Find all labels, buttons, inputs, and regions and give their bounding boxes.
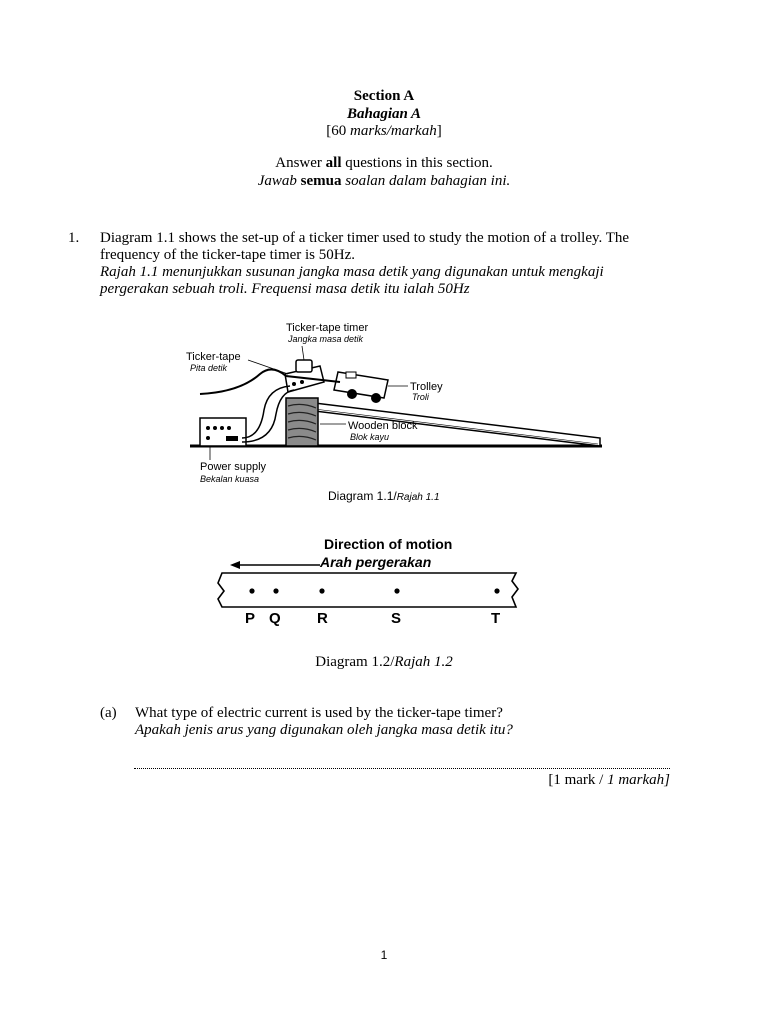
section-title: Section A	[353, 88, 415, 104]
part-a-marks: [1 mark / 1 markah]	[548, 772, 670, 788]
question-text-ms-line1: Rajah 1.1 menunjukkan susunan jangka masa detik yang digunakan untuk mengkaji	[100, 264, 604, 280]
label-ticker-timer: Ticker-tape timer	[286, 322, 369, 334]
power-supply	[200, 418, 246, 446]
direction-arrow-head	[230, 561, 240, 569]
dot-q	[273, 588, 278, 593]
label-wooden-block: Wooden block	[348, 420, 418, 432]
dot-t	[494, 588, 499, 593]
label-direction: Direction of motion	[324, 536, 453, 552]
question-number: 1.	[68, 230, 80, 246]
label-ticker-tape: Ticker-tape	[186, 351, 241, 363]
question-text-line1: Diagram 1.1 shows the set-up of a ticker timer used to study the motion of a trolley. The	[100, 230, 630, 246]
caption-diagram-1-1: Diagram 1.1/Rajah 1.1	[328, 489, 440, 503]
part-a-label: (a)	[100, 705, 117, 721]
point-label-t: T	[491, 610, 501, 627]
caption-diagram-1-2: Diagram 1.2/Rajah 1.2	[315, 654, 453, 670]
label-power-supply: Power supply	[200, 461, 267, 473]
point-label-p: P	[245, 610, 256, 627]
point-label-r: R	[317, 610, 328, 627]
page-number: 1	[380, 948, 388, 962]
ramp	[290, 400, 600, 446]
answer-line[interactable]	[134, 758, 670, 769]
dot-r	[319, 588, 324, 593]
dot-p	[249, 588, 254, 593]
trolley	[334, 372, 388, 403]
diagram-1-1	[180, 310, 610, 510]
point-label-q: Q	[269, 610, 281, 627]
dot-s	[394, 588, 399, 593]
ticker-tape-strip	[218, 573, 518, 607]
instruction: Answer all questions in this section.	[275, 155, 493, 171]
wooden-block	[286, 398, 318, 446]
section-title-ms: Bahagian A	[346, 106, 422, 122]
point-label-s: S	[391, 610, 402, 627]
instruction-ms: Jawab semua soalan dalam bahagian ini.	[257, 173, 511, 189]
label-direction-ms: Arah pergerakan	[320, 554, 432, 570]
diagram-1-2	[200, 525, 540, 640]
question-text-ms-line2: pergerakan sebuah troli. Frequensi masa detik itu ialah 50Hz	[100, 281, 470, 297]
label-wooden-block-ms: Blok kayu	[350, 432, 390, 442]
label-ticker-timer-ms: Jangka masa detik	[288, 334, 364, 344]
marks-total: [60 marks/markah]	[326, 123, 442, 139]
part-a-question: What type of electric current is used by the ticker-tape timer?	[135, 705, 503, 721]
label-ticker-tape-ms: Pita detik	[190, 363, 228, 373]
label-power-supply-ms: Bekalan kuasa	[200, 474, 260, 484]
part-a-question-ms: Apakah jenis arus yang digunakan oleh jangka masa detik itu?	[135, 722, 513, 738]
label-trolley-ms: Troli	[412, 392, 429, 402]
label-trolley: Trolley	[410, 381, 443, 393]
question-text-line2: frequency of the ticker-tape timer is 50Hz.	[100, 247, 356, 263]
